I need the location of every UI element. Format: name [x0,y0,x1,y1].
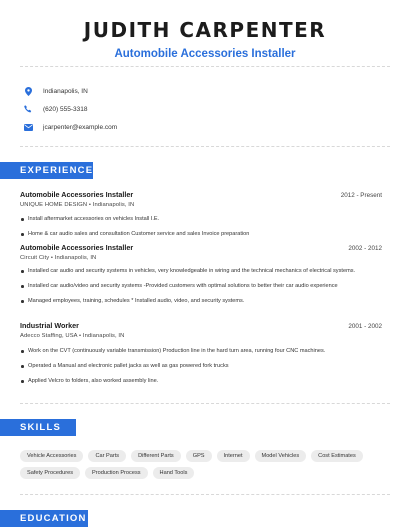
skill-chip: Different Parts [131,450,181,462]
contact-divider [20,146,390,147]
job-bullet: Home & car audio sales and consultation Customer service and sales Invoice preparation [20,230,382,238]
location-pin-icon [22,85,34,97]
skills-divider [20,494,390,495]
job-title: Industrial Worker [20,321,79,330]
skills-list [20,450,400,479]
job-employer: Adecco Staffing, USA • Indianapolis, IN [20,333,125,339]
contact-email [22,118,117,136]
job-title: Automobile Accessories Installer [20,190,134,199]
skill-chip: Hand Tools [153,467,195,479]
skill-chip: Internet [217,450,250,462]
contact-location [22,82,117,100]
skill-chip: Cost Estimates [311,450,363,462]
skill-chip: Model Vehicles [255,450,307,462]
skill-chip: GPS [186,450,212,462]
contact-list [22,82,117,136]
resume-header [0,18,410,60]
contact-phone-text: (620) 555-3318 [43,105,88,113]
contact-email-text: jcarpenter@example.com [43,123,118,131]
skill-chip: Production Process [85,467,148,479]
job-bullet: Managed employees, training, schedules * Installed audio, video, and security systems. [20,297,382,305]
job-employer: UNIQUE HOME DESIGN • Indianapolis, IN [20,202,135,208]
job-dates: 2002 - 2012 [348,245,382,252]
skill-chip: Safety Procedures [20,467,80,479]
job-dates: 2012 - Present [340,192,382,199]
experience-divider [20,403,390,404]
email-icon [22,121,34,133]
contact-phone [22,100,117,118]
phone-icon [22,103,34,115]
section-experience-heading: EXPERIENCE [0,162,93,179]
section-education-heading: EDUCATION [0,510,88,527]
job-entry [20,321,382,392]
header-divider [20,66,390,67]
job-bullet: Install aftermarket accessories on vehicles Install I.E. [20,215,382,223]
job-employer: Circuit City • Indianapolis, IN [20,255,97,261]
job-title: Automobile Accessories Installer [20,243,134,252]
job-bullet: Installed car audio/video and security systems -Provided customers with optimal solutions to better their car audio experience [20,282,382,290]
job-bullet: Installed car audio and security systems in vehicles, very knowledgeable in wiring and the technical mechanics of electrical systems. [20,267,382,275]
job-entry [20,243,382,312]
job-bullet: Applied Velcro to folders, also worked assembly line. [20,377,382,385]
skill-chip: Car Parts [88,450,126,462]
candidate-name: JUDITH CARPENTER [83,18,327,42]
job-bullet: Operated a Manual and electronic pallet jacks as well as gas powered fork trucks [20,362,382,370]
contact-location-text: Indianapolis, IN [43,87,88,95]
job-dates: 2001 - 2002 [348,323,382,330]
skill-chip: Vehicle Accessories [20,450,83,462]
job-entry [20,190,382,245]
job-bullet: Work on the CVT (continuously variable transmission) Production line in the hard turn area, running four CNC machines. [20,347,382,355]
section-skills-heading: SKILLS [0,419,76,436]
candidate-role: Automobile Accessories Installer [114,48,296,60]
